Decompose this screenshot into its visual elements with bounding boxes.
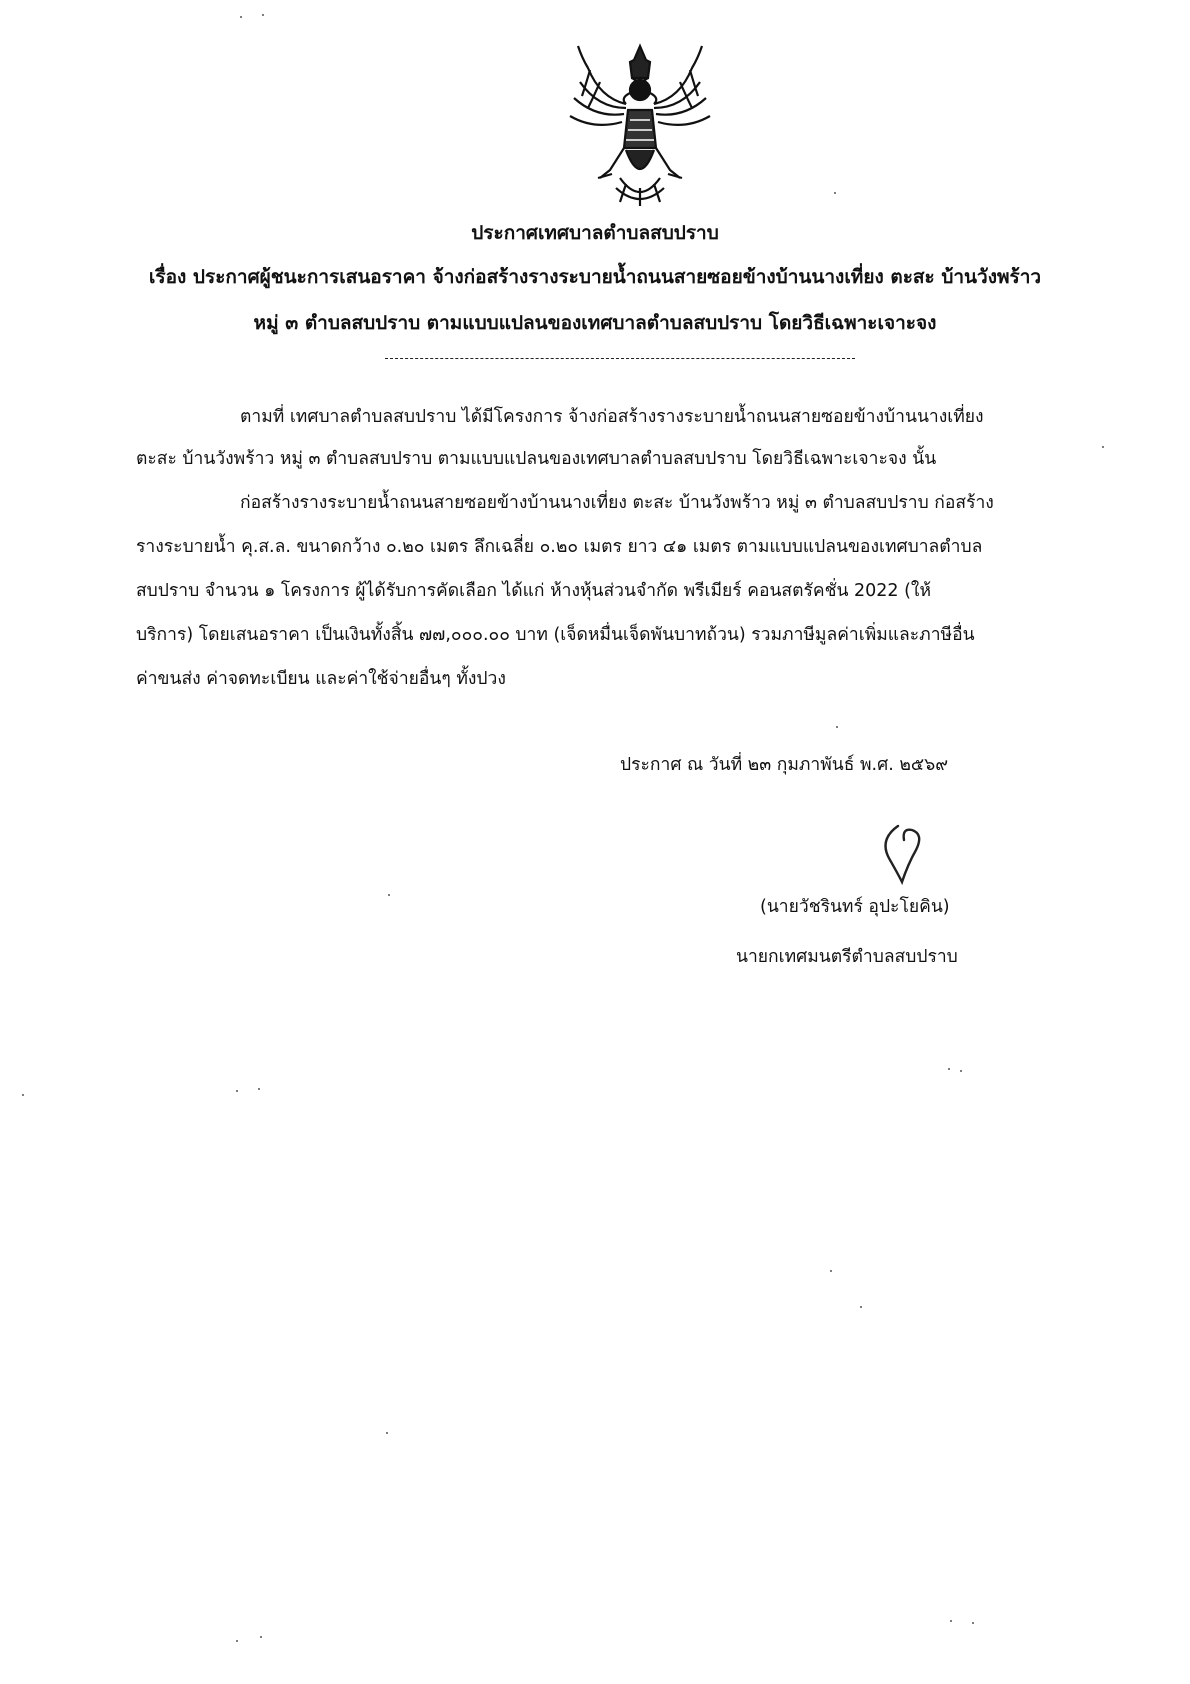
- scan-speck: [1102, 446, 1104, 448]
- paragraph-1-line-2: ตะสะ บ้านวังพร้าว หมู่ ๓ ตำบลสบปราบ ตามแบบแปลนของเทศบาลตำบลสบปราบ โดยวิธีเฉพาะเจาะจง นั้น: [136, 449, 937, 469]
- scan-speck: [972, 1622, 974, 1624]
- scan-speck: [388, 894, 390, 896]
- scan-speck: [960, 1070, 962, 1072]
- signer-title: นายกเทศมนตรีตำบลสบปราบ: [736, 947, 958, 967]
- subject-line-1: เรื่อง ประกาศผู้ชนะการเสนอราคา จ้างก่อสร้างรางระบายน้ำถนนสายซอยข้างบ้านนางเที่ยง ตะสะ บ้านวังพร้าว: [148, 266, 1042, 288]
- garuda-emblem-icon: [560, 38, 720, 208]
- paragraph-2-line-1: ก่อสร้างรางระบายน้ำถนนสายซอยข้างบ้านนางเที่ยง ตะสะ บ้านวังพร้าว หมู่ ๓ ตำบลสบปราบ ก่อสร้าง: [240, 493, 994, 513]
- scan-speck: [950, 1620, 952, 1622]
- scan-speck: [830, 1270, 832, 1272]
- scan-speck: [258, 1088, 260, 1090]
- scan-speck: [260, 1636, 262, 1638]
- paragraph-2-line-4: บริการ) โดยเสนอราคา เป็นเงินทั้งสิ้น ๗๗,๐๐๐.๐๐ บาท (เจ็ดหมื่นเจ็ดพันบาทถ้วน) รวมภาษีมูลค่าเพิ่มและภาษีอื่น: [136, 625, 975, 645]
- handwritten-signature: [868, 820, 938, 890]
- paragraph-2-line-5: ค่าขนส่ง ค่าจดทะเบียน และค่าใช้จ่ายอื่นๆ ทั้งปวง: [136, 669, 506, 689]
- scan-speck: [236, 1640, 238, 1642]
- scan-speck: [834, 192, 836, 194]
- scan-speck: [236, 1090, 238, 1092]
- scan-speck: [948, 1068, 950, 1070]
- scan-speck: [860, 1306, 862, 1308]
- signer-name: (นายวัชรินทร์ อุปะโยคิน): [760, 897, 950, 917]
- scan-speck: [262, 14, 264, 16]
- paragraph-2-line-3: สบปราบ จำนวน ๑ โครงการ ผู้ได้รับการคัดเลือก ได้แก่ ห้างหุ้นส่วนจำกัด พรีเมียร์ คอนสตรัคชั่น 2022 (ให้: [136, 581, 931, 601]
- announcement-date: ประกาศ ณ วันที่ ๒๓ กุมภาพันธ์ พ.ศ. ๒๕๖๙: [620, 755, 949, 775]
- scan-speck: [240, 16, 242, 18]
- subject-line-2: หมู่ ๓ ตำบลสบปราบ ตามแบบแปลนของเทศบาลตำบลสบปราบ โดยวิธีเฉพาะเจาะจง: [253, 312, 937, 334]
- organization-title: ประกาศเทศบาลตำบลสบปราบ: [471, 222, 719, 244]
- scan-speck: [836, 726, 838, 728]
- paragraph-1-line-1: ตามที่ เทศบาลตำบลสบปราบ ได้มีโครงการ จ้างก่อสร้างรางระบายน้ำถนนสายซอยข้างบ้านนางเที่ยง: [240, 407, 984, 427]
- scan-speck: [386, 1432, 388, 1434]
- paragraph-2-line-2: รางระบายน้ำ คุ.ส.ล. ขนาดกว้าง ๐.๒๐ เมตร ลึกเฉลี่ย ๐.๒๐ เมตร ยาว ๔๑ เมตร ตามแบบแปลนของเทศบาลตำบล: [136, 537, 983, 557]
- scan-speck: [22, 1094, 24, 1096]
- separator-line: [385, 358, 855, 359]
